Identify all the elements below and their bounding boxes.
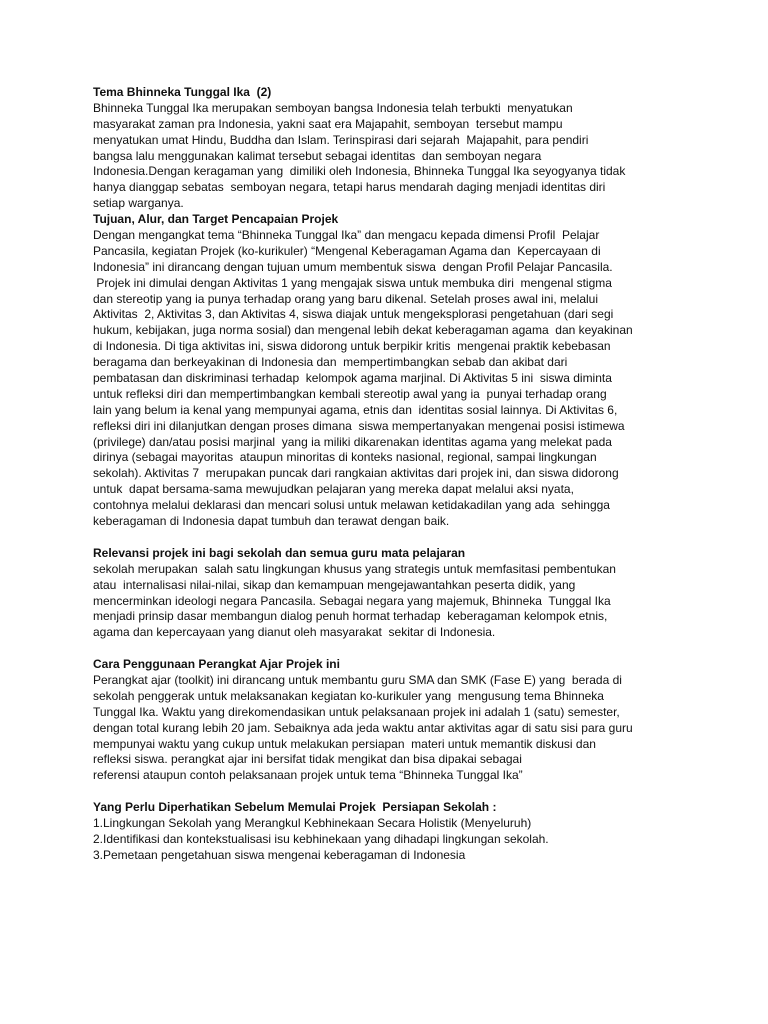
text-line: 3.Pemetaan pengetahuan siswa mengenai keberagaman di Indonesia [93,847,466,862]
text-line: contohnya melalui deklarasi dan mencari solusi untuk melawan ketidakadilan yang ada sehingga [93,498,610,513]
section-heading: Relevansi projek ini bagi sekolah dan semua guru mata pelajaran [93,545,466,560]
text-line: sekolah). Aktivitas 7 merupakan puncak dari rangkaian aktivitas dari projek ini, dan siswa didorong [93,466,619,481]
text-line: hanya dianggap sebatas semboyan negara, tetapi harus mendarah daging menjadi identitas diri [93,180,606,195]
text-line: Aktivitas 2, Aktivitas 3, dan Aktivitas 4, siswa diajak untuk mengeksplorasi pengetahuan (dari segi [93,307,614,322]
text-line: Indonesia” ini dirancang dengan tujuan umum membentuk siswa dengan Profil Pelajar Pancasila. [93,259,613,274]
text-line: setiap warganya. [93,196,184,211]
section-relevansi [93,546,683,641]
text-line: hukum, kebijakan, juga norma sosial) dan mengenal lebih dekat keberagaman agama dan keyakinan [93,323,633,338]
text-line: (privilege) dan/atau posisi marjinal yang ia miliki dikarenakan identitas agama yang melekat pada [93,434,612,449]
text-line: dan stereotip yang ia punya terhadap orang yang baru dikenal. Setelah proses awal ini, melalui [93,291,598,306]
text-line: sekolah penggerak untuk melaksanakan kegiatan ko-kurikuler yang mengusung tema Bhinneka [93,688,604,703]
text-line: untuk dapat bersama-sama mewujudkan pelajaran yang mereka dapat melalui aksi nyata, [93,482,574,497]
text-line: 1.Lingkungan Sekolah yang Merangkul Kebhinekaan Secara Holistik (Menyeluruh) [93,815,532,830]
text-line: agama dan kepercayaan yang dianut oleh masyarakat sekitar di Indonesia. [93,625,496,640]
text-line: untuk refleksi diri dan mempertimbangkan kembali stereotip awal yang ia punyai terhadap orang [93,386,607,401]
paragraph [93,101,683,212]
text-line: mempunyai waktu yang cukup untuk melakukan persiapan materi untuk memantik diskusi dan [93,736,596,751]
paragraph-gap [93,784,683,800]
text-line: menyatukan umat Hindu, Buddha dan Islam. Terinspirasi dari sejarah Majapahit, para pendiri [93,132,589,147]
section-heading: Cara Penggunaan Perangkat Ajar Projek ini [93,657,340,672]
section-heading: Yang Perlu Diperhatikan Sebelum Memulai Projek Persiapan Sekolah : [93,800,497,815]
text-line: dirinya (sebagai mayoritas ataupun minoritas di konteks nasional, regional, sampai lingkungan [93,450,597,465]
section-heading: Tujuan, Alur, dan Target Pencapaian Projek [93,212,339,227]
text-line: lain yang belum ia kenal yang mempunyai agama, etnis dan identitas sosial lainnya. Di Aktivitas 6, [93,402,618,417]
text-line: Pancasila, kegiatan Projek (ko-kurikuler) “Mengenal Keberagaman Agama dan Kepercayaan di [93,243,601,258]
paragraph [93,673,683,784]
text-line: keberagaman di Indonesia dapat tumbuh dan terawat dengan baik. [93,514,450,529]
section-heading: Tema Bhinneka Tunggal Ika (2) [93,85,272,99]
text-line: Perangkat ajar (toolkit) ini dirancang untuk membantu guru SMA dan SMK (Fase E) yang berada di [93,672,622,687]
section-tujuan [93,212,683,530]
text-line: atau internalisasi nilai-nilai, sikap dan kemampuan mengejawantahkan peserta didik, yang [93,577,576,592]
text-line: di Indonesia. Di tiga aktivitas ini, siswa didorong untuk berpikir kritis mengenai praktik kebebasan [93,339,611,354]
section-tema [93,85,683,212]
numbered-list [93,816,683,864]
document-page [93,85,683,864]
text-line: Tunggal Ika. Waktu yang direkomendasikan untuk pelaksanaan projek ini adalah 1 (satu) semester, [93,704,620,719]
paragraph [93,562,683,641]
text-line: Bhinneka Tunggal Ika merupakan semboyan bangsa Indonesia telah terbukti menyatukan [93,100,573,115]
text-line: bangsa lalu menggunakan kalimat tersebut sebagai identitas dan semboyan negara [93,148,542,163]
text-line: mencerminkan ideologi negara Pancasila. Sebagai negara yang majemuk, Bhinneka Tunggal Ika [93,593,611,608]
text-line: Projek ini dimulai dengan Aktivitas 1 yang mengajak siswa untuk membuka diri mengenal stigma [93,275,612,290]
text-line: sekolah merupakan salah satu lingkungan khusus yang strategis untuk memfasitasi pembentukan [93,561,616,576]
text-line: refleksi siswa. perangkat ajar ini bersifat tidak mengikat dan bisa dipakai sebagai [93,752,522,767]
text-line: Dengan mengangkat tema “Bhinneka Tunggal Ika” dan mengacu kepada dimensi Profil Pelajar [93,228,600,243]
text-line: referensi ataupun contoh pelaksanaan projek untuk tema “Bhinneka Tunggal Ika” [93,768,523,783]
text-line: beragama dan berkeyakinan di Indonesia dan mempertimbangkan sebab dan akibat dari [93,355,568,370]
text-line: dengan total kurang lebih 20 jam. Sebaiknya ada jeda waktu antar aktivitas agar di satu sisi para guru [93,720,633,735]
text-line: menjadi prinsip dasar membangun dialog penuh hormat terhadap keberagaman kelompok etnis, [93,609,608,624]
paragraph-gap [93,530,683,546]
section-persiapan [93,800,683,864]
text-line: pembatasan dan diskriminasi terhadap kelompok agama marjinal. Di Aktivitas 5 ini siswa diminta [93,371,612,386]
text-line: Indonesia.Dengan keragaman yang dimiliki oleh Indonesia, Bhinneka Tunggal Ika seyogyanya tidak [93,164,626,179]
text-line: 2.Identifikasi dan kontekstualisasi isu kebhinekaan yang dihadapi lingkungan sekolah. [93,831,549,846]
section-cara-penggunaan [93,657,683,784]
text-line: masyarakat zaman pra Indonesia, yakni saat era Majapahit, semboyan tersebut mampu [93,116,563,131]
paragraph [93,228,683,530]
text-line: refleksi diri ini dilanjutkan dengan proses dimana siswa mempertanyakan mengenai posisi istimewa [93,418,625,433]
paragraph-gap [93,641,683,657]
